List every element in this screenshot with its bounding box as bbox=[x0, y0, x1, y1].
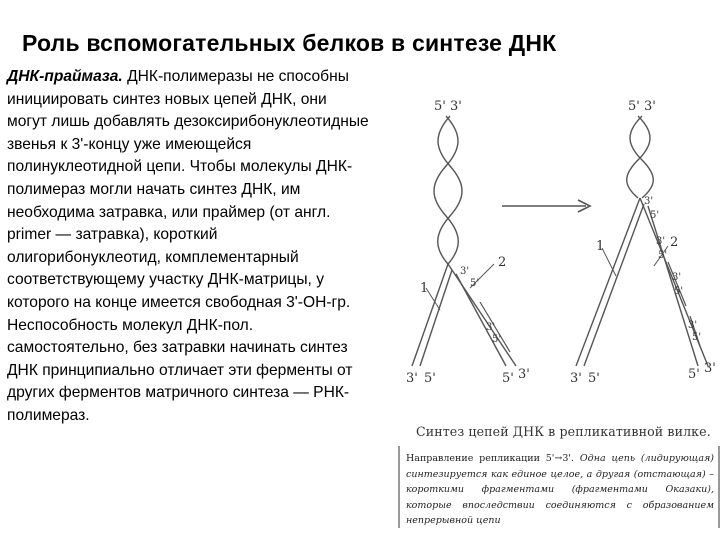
right-mid-label-5b: 5' bbox=[658, 250, 668, 261]
left-top-label-3: 3' bbox=[450, 99, 462, 114]
right-bottom-label-5: 5' bbox=[588, 371, 600, 386]
slide-title: Роль вспомогательных белков в синтезе ДНК bbox=[22, 30, 557, 56]
left-bottom-label-5: 5' bbox=[424, 371, 436, 386]
figure-note bbox=[398, 446, 720, 528]
left-top-label-5: 5' bbox=[434, 99, 446, 114]
left-bottom-label-3: 3' bbox=[406, 371, 418, 386]
left-number-2: 2 bbox=[498, 255, 507, 270]
right-mid-label-3b: 3' bbox=[656, 236, 666, 247]
right-mid-label-3a: 3' bbox=[644, 196, 654, 207]
right-mid-label-5c: 5' bbox=[674, 286, 684, 297]
left-arm-outer-left bbox=[412, 264, 448, 366]
right-bottom-label-b5: 5' bbox=[688, 367, 700, 382]
left-fork-label-3: 3' bbox=[460, 266, 470, 277]
right-bottom-label-b3: 3' bbox=[704, 361, 716, 376]
right-number-2: 2 bbox=[670, 235, 679, 250]
left-arm-inner-right bbox=[456, 274, 506, 366]
left-fork-label-5: 5' bbox=[470, 278, 480, 289]
right-number-1: 1 bbox=[596, 239, 605, 254]
replication-fork-diagram bbox=[398, 66, 720, 426]
left-bottom-label-b3: 3' bbox=[518, 367, 530, 382]
right-bottom-label-3: 3' bbox=[570, 371, 582, 386]
right-mid-label-5a: 5' bbox=[650, 210, 660, 221]
paragraph-text: ДНК-полимеразы не способны инициировать синтез новых цепей ДНК, они могут лишь добавлять дезоксирибонуклеотидные звенья к 3'-концу уже имеющейся полинуклеотидной цепи. Чтобы молекулы ДНК-полимераз могли начать синтез ДНК, им необходима затравка, или праймер (от англ. primer — затравка), короткий олигорибонуклеотид, комплементарный соответствующему участку ДНК-матрицы, у которого на конце имеется свободная 3'-ОН-гр. Неспособность молекул ДНК-пол. самостоятельно, без затравки начинать синтез ДНК принципиально отличает эти ферменты от других ферментов матричного синтеза — РНК-полимераз. bbox=[7, 68, 369, 424]
right-top-label-5: 5' bbox=[628, 99, 640, 114]
left-number-1: 1 bbox=[420, 281, 429, 296]
figure-note-lead: Направление репликации 5'→3'. bbox=[406, 453, 575, 464]
right-frag-label-5: 5' bbox=[692, 332, 702, 343]
body-paragraph bbox=[7, 66, 369, 428]
right-frag-label-3: 3' bbox=[688, 320, 698, 331]
right-arm-inner-left bbox=[584, 204, 644, 366]
replication-fork-figure bbox=[398, 66, 720, 540]
right-arm-outer-left bbox=[576, 198, 640, 366]
right-top-label-3: 3' bbox=[644, 99, 656, 114]
right-mid-label-3c: 3' bbox=[672, 272, 682, 283]
right-arm-inner-right bbox=[648, 206, 698, 366]
term-primase: ДНК-праймаза. bbox=[7, 68, 123, 85]
left-frag-label-5: 5' bbox=[492, 334, 502, 345]
figure-caption: Синтез цепей ДНК в репликативной вилке. bbox=[416, 424, 711, 439]
left-frag-label-3: 3' bbox=[486, 322, 496, 333]
figure-note-text: Одна цепь (лидирующая) синтезируется как единое целое, а другая (отстающая) – короткими фрагментами (фрагментами Оказаки), которые впоследствии соединяются с образованием непрерывной цепи bbox=[406, 453, 714, 526]
left-bottom-label-b5: 5' bbox=[502, 371, 514, 386]
